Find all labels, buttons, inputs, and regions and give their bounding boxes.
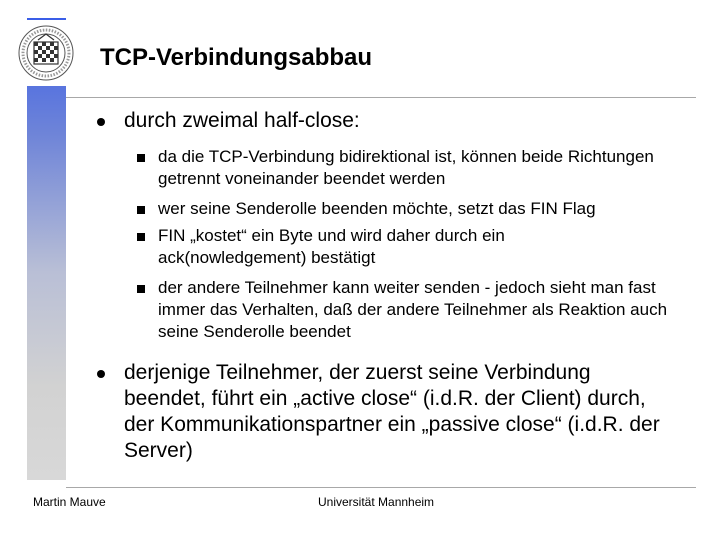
sub-bullet-marker bbox=[137, 233, 145, 241]
university-seal-icon bbox=[16, 20, 76, 86]
sidebar-gradient bbox=[27, 18, 66, 480]
sub-bullet-marker bbox=[137, 285, 145, 293]
slide-title: TCP-Verbindungsabbau bbox=[100, 44, 373, 71]
bullet-marker bbox=[97, 118, 105, 126]
bullet-marker bbox=[97, 370, 105, 378]
sub-bullet-text: FIN „kostet“ ein Byte und wird daher durch ein ack(nowledgement) bestätigt bbox=[158, 226, 505, 267]
title-divider bbox=[66, 97, 696, 98]
bullet-text: derjenige Teilnehmer, der zuerst seine Verbindung beendet, führt ein „active close“ (i.d.R. der Client) durch, der Kommunikationspartner ein „passive close“ (i.d.R. der Server) bbox=[124, 361, 660, 462]
footer-divider bbox=[66, 487, 696, 488]
sub-bullet-marker bbox=[137, 206, 145, 214]
footer-author: Martin Mauve bbox=[33, 495, 106, 509]
sub-bullet-marker bbox=[137, 154, 145, 162]
sub-bullet-text: da die TCP-Verbindung bidirektional ist, können beide Richtungen getrennt voneinander beendet werden bbox=[158, 147, 654, 188]
footer-institution: Universität Mannheim bbox=[318, 495, 435, 509]
bullet-text: durch zweimal half-close: bbox=[124, 109, 360, 132]
sub-bullet-text: der andere Teilnehmer kann weiter senden - jedoch sieht man fast immer das Verhalten, daß der andere Teilnehmer als Reaktion auch seine Senderolle beendet bbox=[158, 278, 668, 341]
sub-bullet-text: wer seine Senderolle beenden möchte, setzt das FIN Flag bbox=[158, 199, 596, 218]
